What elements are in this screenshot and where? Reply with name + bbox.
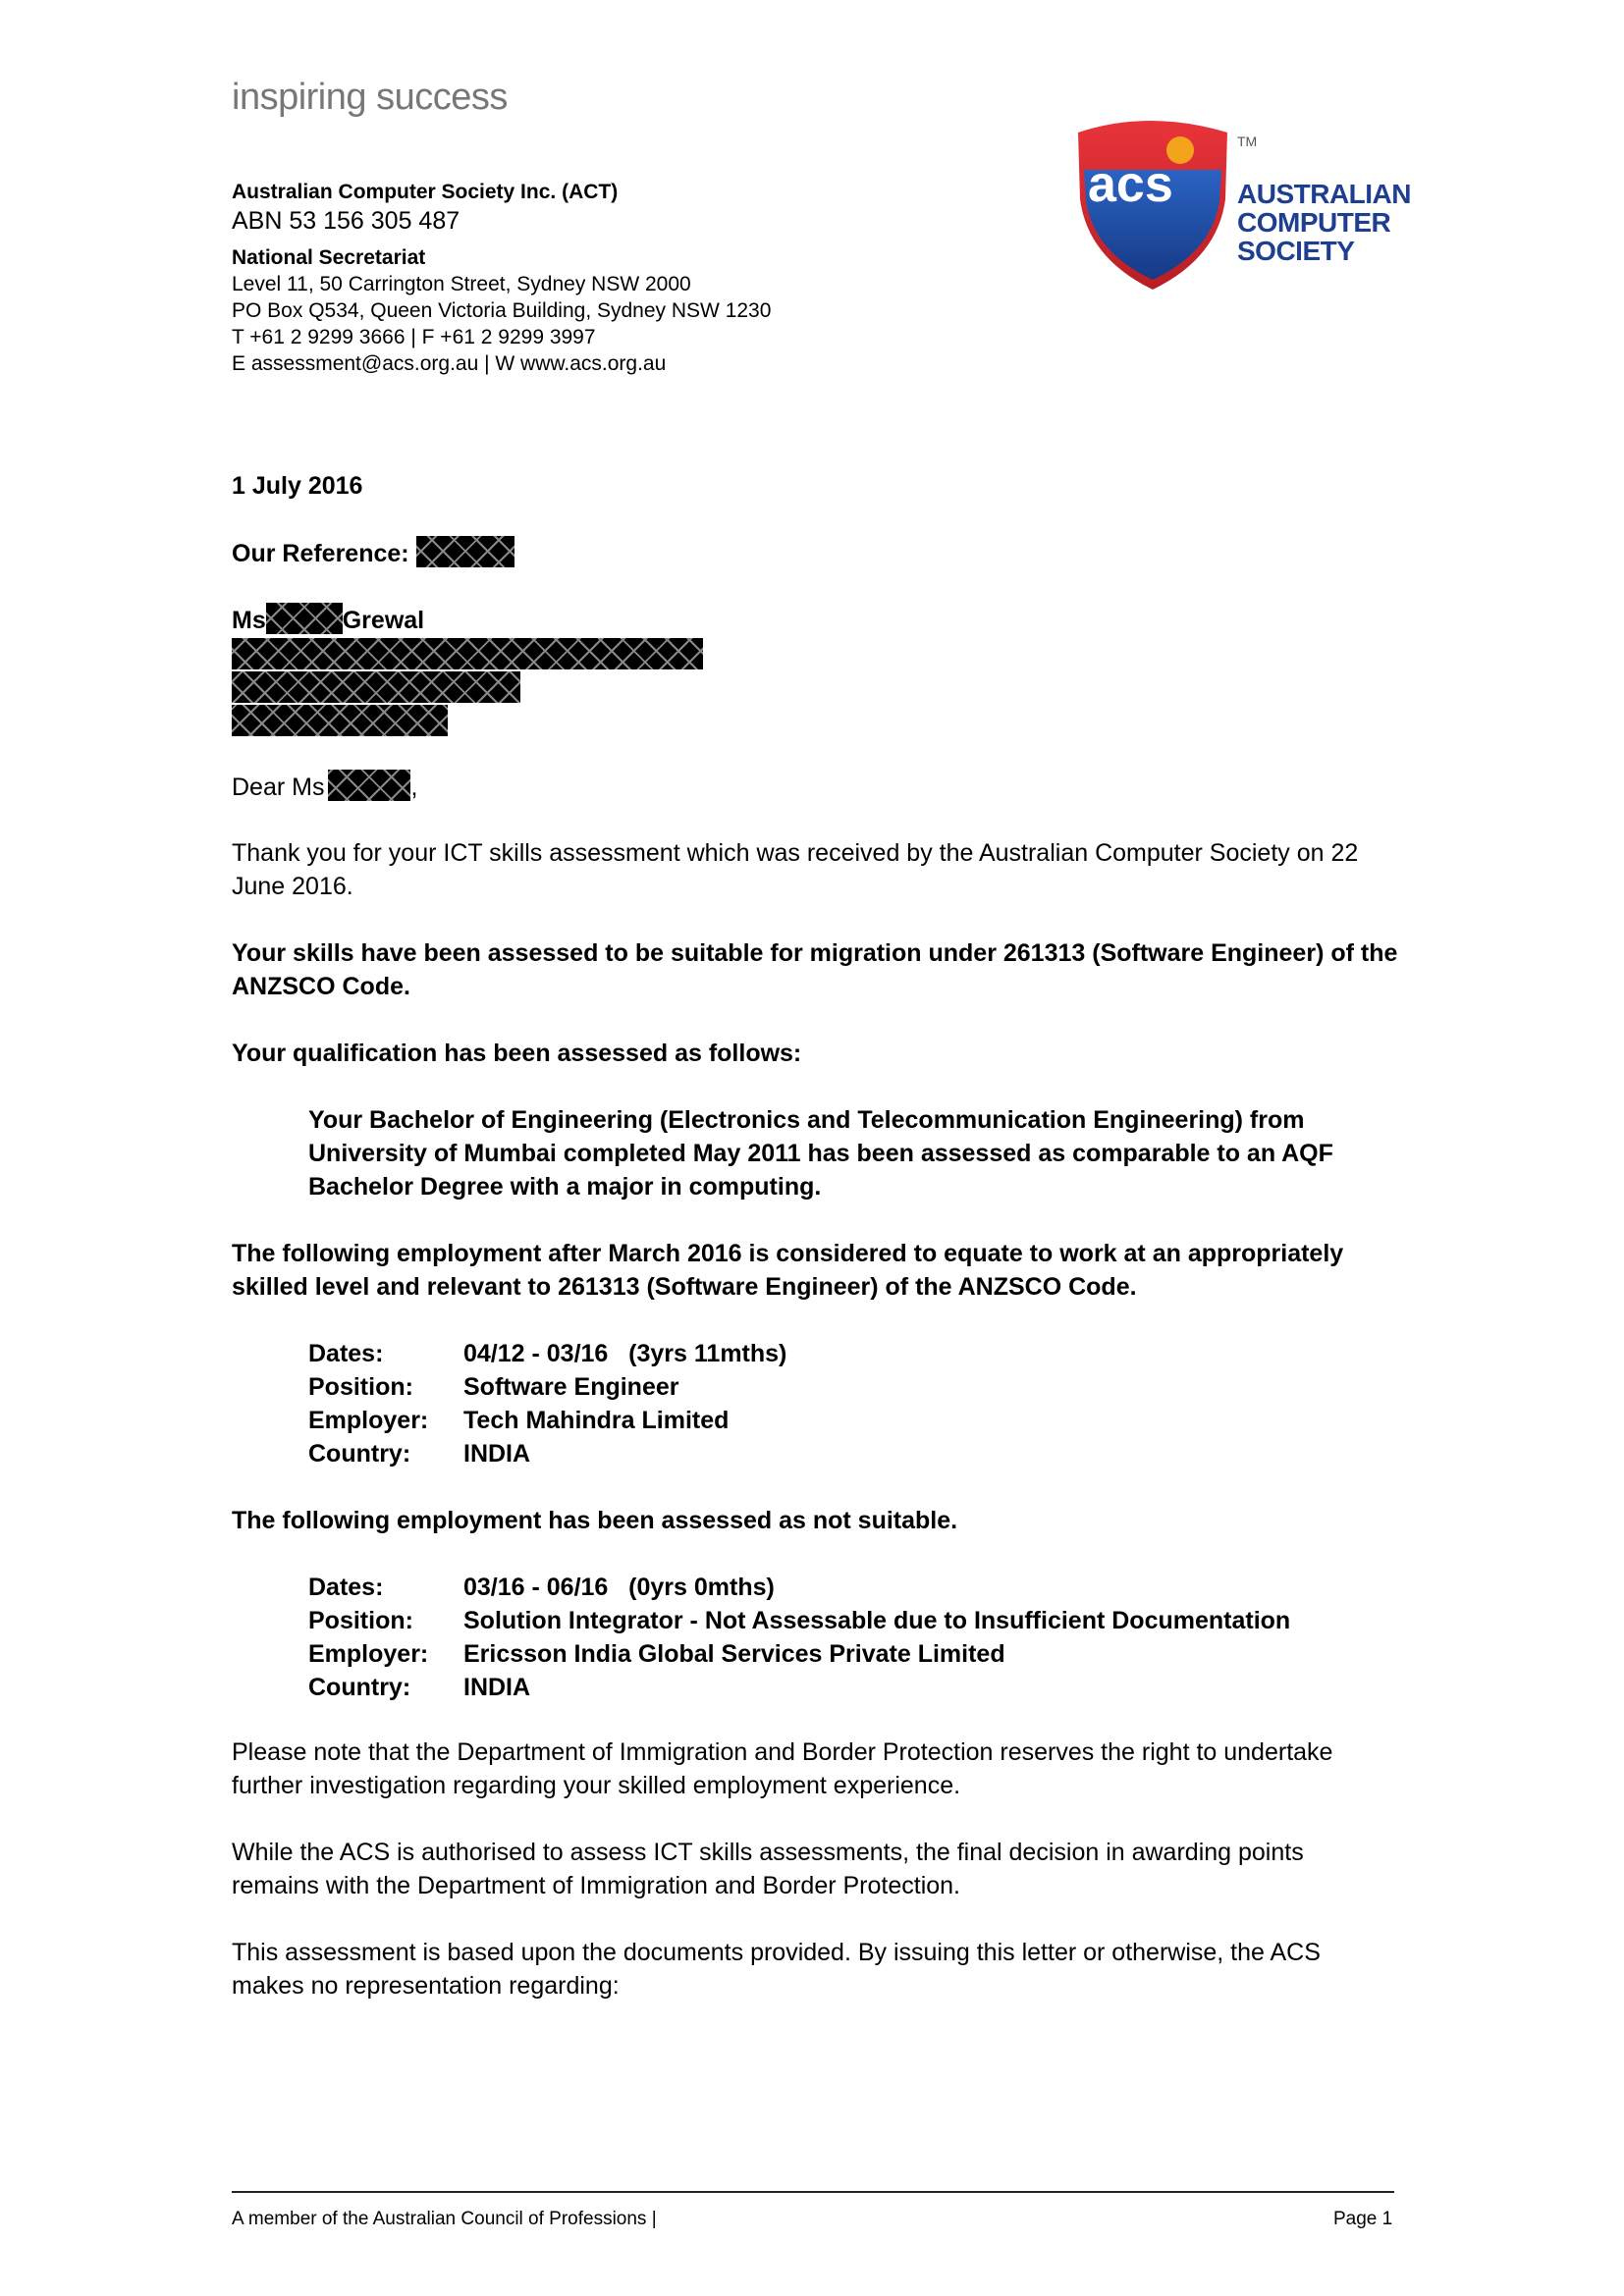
emp1-country-row: [308, 1437, 1388, 1470]
redacted-address-line-1: [232, 638, 703, 669]
logo-line-1: AUSTRALIAN: [1237, 179, 1411, 209]
organisation-details: [232, 179, 771, 377]
position-label: Position:: [308, 1373, 413, 1401]
recipient-surname: Grewal: [342, 607, 425, 634]
emp1-position: Software Engineer: [463, 1373, 679, 1401]
emp1-dates-row: [308, 1337, 1388, 1370]
emp2-dates-row: [308, 1571, 1388, 1604]
redacted-salutation-name: [328, 770, 410, 801]
emp2-country-row: [308, 1671, 1388, 1704]
position-label: Position:: [308, 1607, 413, 1634]
address-line-1: Level 11, 50 Carrington Street, Sydney NSW 2000: [232, 273, 691, 295]
para-qualification: Your Bachelor of Engineering (Electronics and Telecommunication Engineering) from University of Mumbai completed May 2011 has been assessed as comparable to an AQF Bachelor Degree with a major in computing.: [308, 1106, 1333, 1201]
emp1-dates: 04/12 - 03/16 (3yrs 11mths): [463, 1340, 787, 1367]
tagline: inspiring success: [232, 77, 508, 118]
page-number: Page 1: [1333, 2209, 1393, 2229]
org-name: Australian Computer Society Inc. (ACT): [232, 181, 619, 203]
emp2-employer-row: [308, 1637, 1388, 1671]
footer-membership: A member of the Australian Council of Professions |: [232, 2209, 657, 2229]
employment-suitable-details: [308, 1337, 1388, 1470]
para-qualification-intro: Your qualification has been assessed as follows:: [232, 1040, 802, 1067]
emp2-country: INDIA: [463, 1674, 531, 1701]
secretariat-title: National Secretariat: [232, 246, 426, 269]
logo-line-2: COMPUTER: [1237, 207, 1391, 238]
emp2-position: Solution Integrator - Not Assessable due to Insufficient Documentation: [463, 1607, 1291, 1634]
address-line-2: PO Box Q534, Queen Victoria Building, Sydney NSW 1230: [232, 299, 772, 322]
employer-label: Employer:: [308, 1640, 429, 1668]
emp1-position-row: [308, 1370, 1388, 1404]
para-authorised: While the ACS is authorised to assess ICT skills assessments, the final decision in awarding points remains with the Department of Immigration and Border Protection.: [232, 1839, 1304, 1899]
country-label: Country:: [308, 1674, 411, 1701]
emp2-employer: Ericsson India Global Services Private Limited: [463, 1640, 1005, 1668]
emp2-position-row: [308, 1604, 1388, 1637]
para-documents: This assessment is based upon the documents provided. By issuing this letter or otherwise, the ACS makes no representation regarding:: [232, 1939, 1321, 2000]
logo-wordmark: [1237, 180, 1411, 265]
recipient-title: Ms: [232, 607, 266, 634]
redacted-reference: [416, 536, 514, 567]
salutation-comma: ,: [410, 774, 418, 801]
email-line: E assessment@acs.org.au | W www.acs.org.au: [232, 352, 667, 375]
para-employment-suitable: The following employment after March 2016 is considered to equate to work at an appropriately skilled level and relevant to 261313 (Software Engineer) of the ANZSCO Code.: [232, 1240, 1344, 1301]
salutation: [232, 770, 417, 804]
acs-logo: [1070, 111, 1411, 297]
redacted-address-line-3: [232, 705, 448, 736]
phone-line: T +61 2 9299 3666 | F +61 2 9299 3997: [232, 326, 596, 348]
employment-not-suitable-details: [308, 1571, 1388, 1704]
employer-label: Employer:: [308, 1407, 429, 1434]
dates-label: Dates:: [308, 1340, 384, 1367]
emp1-country: INDIA: [463, 1440, 531, 1468]
letter-date: 1 July 2016: [232, 472, 363, 500]
para-dibp: Please note that the Department of Immigration and Border Protection reserves the right to undertake further investigation regarding your skilled employment experience.: [232, 1738, 1333, 1799]
logo-line-3: SOCIETY: [1237, 236, 1355, 266]
emp1-employer: Tech Mahindra Limited: [463, 1407, 730, 1434]
abn: ABN 53 156 305 487: [232, 207, 460, 235]
logo-mark-text: acs: [1088, 156, 1173, 213]
redacted-address-line-2: [232, 671, 520, 703]
para-suitable: Your skills have been assessed to be suitable for migration under 261313 (Software Engineer) of the ANZSCO Code.: [232, 939, 1398, 1000]
reference-label: Our Reference:: [232, 540, 409, 567]
emp1-employer-row: [308, 1404, 1388, 1437]
para-received: Thank you for your ICT skills assessment which was received by the Australian Computer Society on 22 June 2016.: [232, 839, 1359, 900]
our-reference: [232, 536, 514, 570]
para-employment-not-suitable: The following employment has been assessed as not suitable.: [232, 1507, 958, 1534]
country-label: Country:: [308, 1440, 411, 1468]
dear-text: Dear Ms: [232, 774, 325, 801]
trademark: TM: [1237, 133, 1258, 149]
emp2-dates: 03/16 - 06/16 (0yrs 0mths): [463, 1574, 775, 1601]
dates-label: Dates:: [308, 1574, 384, 1601]
footer-divider: [232, 2191, 1394, 2193]
recipient-name: [232, 603, 424, 637]
redacted-first-name: [266, 603, 343, 634]
